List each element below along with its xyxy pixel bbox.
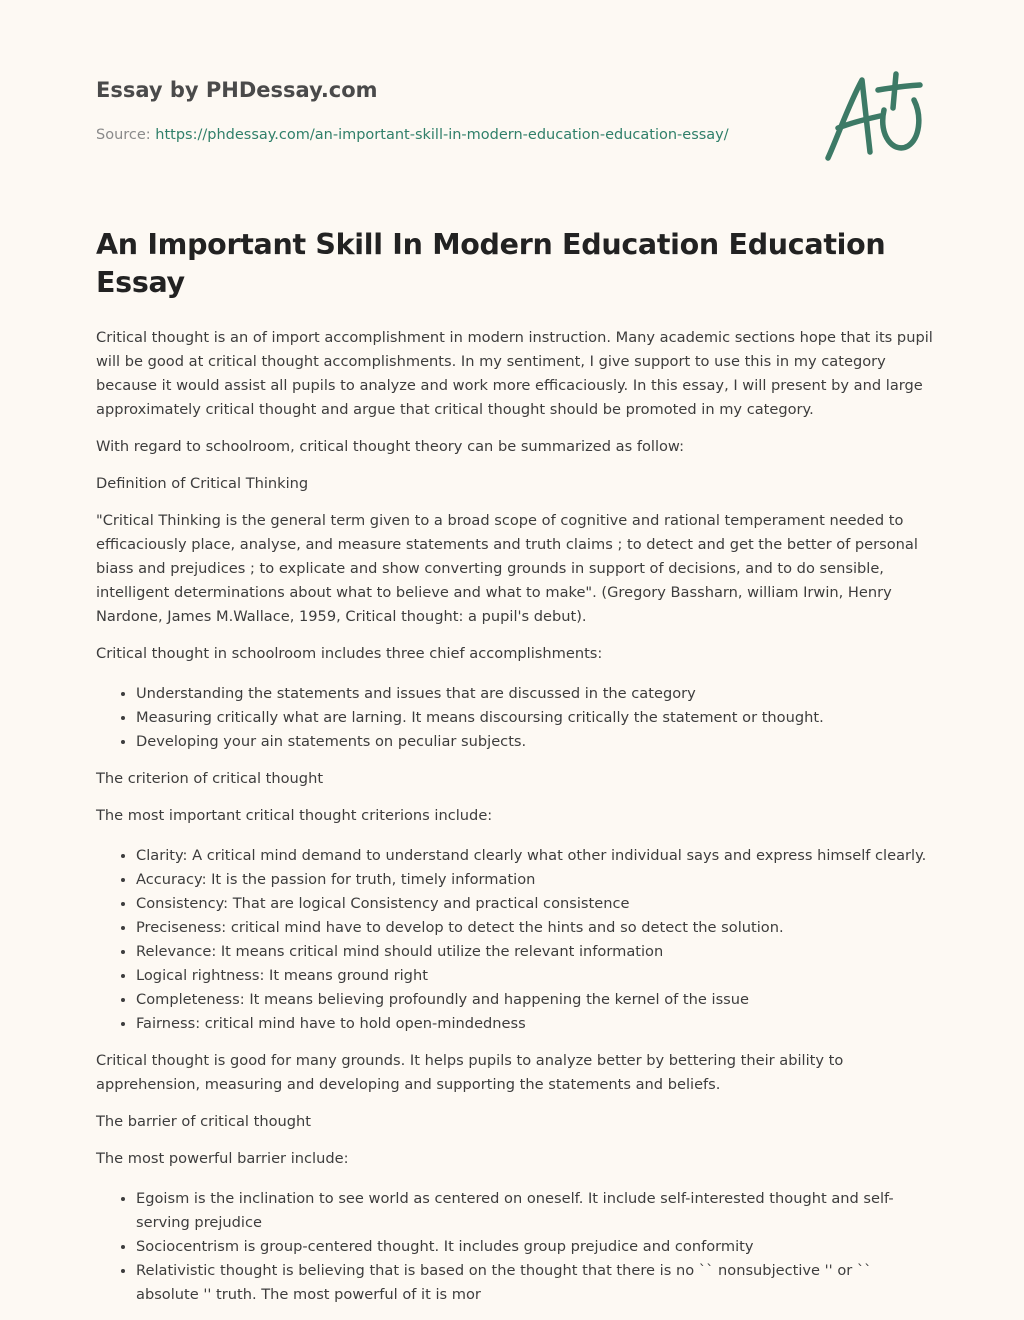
paragraph-intro: Critical thought is an of import accomplishment in modern instruction. Many academic sections hope that its pupil will be good at critical thought accomplishments. In my sentiment, I give support to use this in my category because it would assist all pupils to analyze and work more efficaciously. In this essay, I will present by and large approximately critical thought and argue that critical thought should be promoted in my category. [96,329,933,418]
list-item: • Completeness: It means believing profoundly and happening the kernel of the issue [136,988,936,1012]
source-link[interactable]: https://phdessay.com/an-important-skill-in-modern-education-education-essay/ [155,127,729,143]
list-item: • Consistency: That are logical Consistency and practical consistence [136,892,936,916]
skills-list [96,682,936,754]
list-item: • Fairness: critical mind have to hold open-mindedness [136,1012,936,1036]
list-item: • Understanding the statements and issues that are discussed in the category [136,682,936,706]
criteria-list [96,844,936,1036]
section-heading: Definition of Critical Thinking [96,475,309,492]
site-header [96,74,796,145]
list-item: • Relativistic thought is believing that is based on the thought that there is no `` nonsubjective '' or `` absolute '' truth. The most powerful of it is mor [136,1259,936,1307]
list-item: • Clarity: A critical mind demand to understand clearly what other individual says and express himself clearly. [136,844,936,868]
essay-content [96,226,936,1320]
page-title: An Important Skill In Modern Education Education Essay [96,228,886,299]
section-heading: The criterion of critical thought [96,770,324,787]
list-item: • Measuring critically what are larning. It means discoursing critically the statement or thought. [136,706,936,730]
list-item: • Sociocentrism is group-centered thought. It includes group prejudice and conformity [136,1235,936,1259]
source-line [96,125,796,145]
paragraph: Critical thought in schoolroom includes three chief accomplishments: [96,645,603,662]
list-item: • Egoism is the inclination to see world as centered on oneself. It include self-interested thought and self-serving prejudice [136,1187,936,1235]
list-item: • Preciseness: critical mind have to develop to detect the hints and so detect the solution. [136,916,936,940]
list-item: • Relevance: It means critical mind should utilize the relevant information [136,940,936,964]
barriers-list [96,1187,936,1307]
paragraph-definition: "Critical Thinking is the general term given to a broad scope of cognitive and rational temperament needed to efficaciously place, analyse, and measure statements and truth claims ; to detect and get the better of personal biass and prejudices ; to explicate and show converting grounds in support of decisions, and to do sensible, intelligent determinations about what to believe and what to make". (Gregory Bassharn, william Irwin, Henry Nardone, James M.Wallace, 1959, Critical thought: a pupil's debut). [96,512,918,625]
paragraph: The most powerful barrier include: [96,1150,349,1167]
paragraph: Critical thought is good for many grounds. It helps pupils to analyze better by bettering their ability to apprehension, measuring and developing and supporting the statements and beliefs. [96,1052,844,1093]
paragraph: With regard to schoolroom, critical thought theory can be summarized as follow: [96,438,684,455]
list-item: • Developing your ain statements on peculiar subjects. [136,730,936,754]
source-label: Source: [96,127,156,143]
paragraph: The most important critical thought criterions include: [96,807,493,824]
section-heading: The barrier of critical thought [96,1113,312,1130]
list-item: • Logical rightness: It means ground right [136,964,936,988]
a-plus-grade-logo-icon [818,66,930,166]
site-brand: Essay by PHDessay.com [96,78,378,102]
list-item: • Accuracy: It is the passion for truth, timely information [136,868,936,892]
